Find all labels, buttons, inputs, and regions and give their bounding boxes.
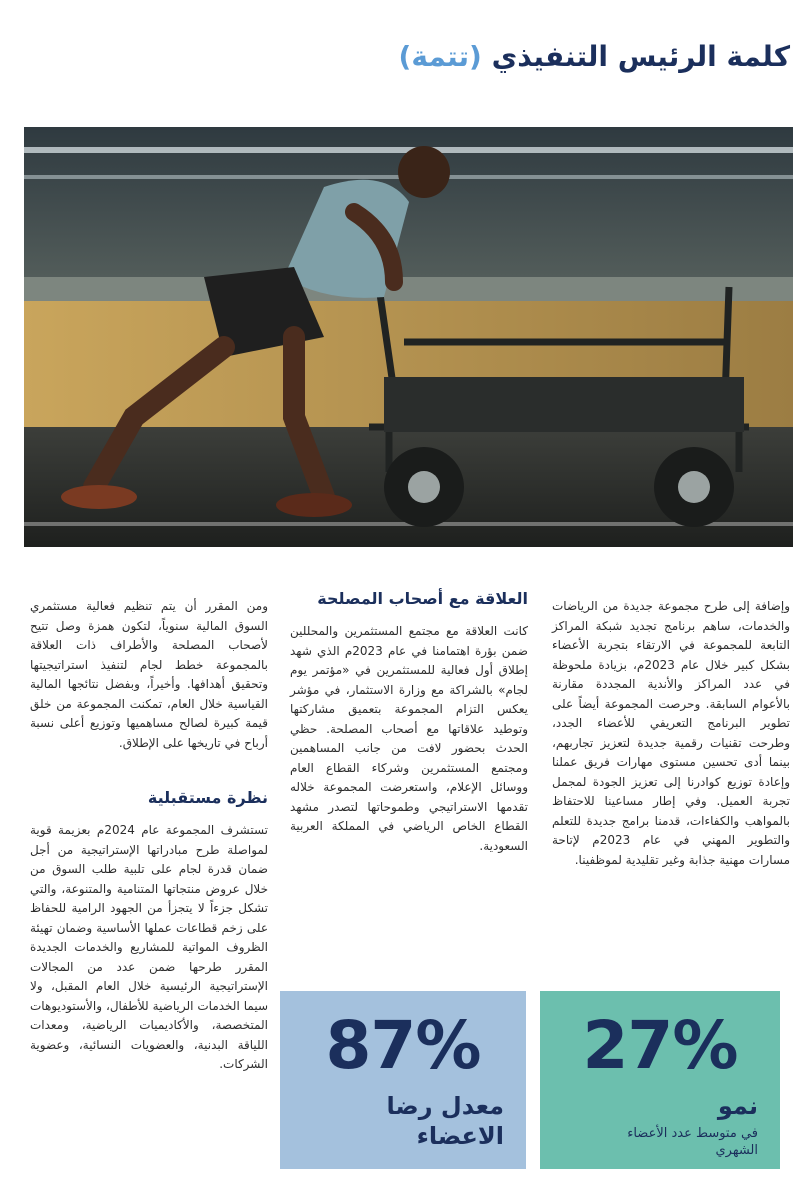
page-title [30, 40, 790, 73]
outlook-paragraph: تستشرف المجموعة عام 2024م بعزيمة قوية لمواصلة طرح مبادراتها الإستراتيجية من أجل ضمان قدرة لجام على تلبية طلب السوق من خلال عروض منتجاتها المتنامية والمتنوعة، والتي تشكل جزءاً لا يتجزأ من الجهود الرامية للحفاظ على زخم قطاعات عملها الأساسية وضمان تهيئة الظروف المواتية للمشاريع والخدمات الجديدة المقرر طرحها ضمن عدد من المجالات الإستراتيجية الرئيسية خلال العام المقبل، ولا سيما الخدمات الرياضية للأطفال، والأستوديوهات المتخصصة، والأكاديميات الرياضية، ومعدات اللياقة البدنية، والعضويات النسائية، وعضوية الشركات. [30, 823, 268, 1071]
photo-illustration [24, 127, 793, 547]
outlook-heading: نظرة مستقبلية [147, 788, 268, 807]
stat-value: 87% [325, 1007, 481, 1084]
page-title-main: كلمة الرئيس التنفيذي [491, 40, 790, 73]
stat-value: 27% [582, 1007, 738, 1084]
athlete-pushing-sled-photo [24, 127, 793, 547]
column-middle [290, 588, 528, 856]
stat-card-growth [540, 991, 780, 1169]
stakeholders-paragraph: كانت العلاقة مع مجتمع المستثمرين والمحللين ضمن بؤرة اهتمامنا في عام 2023م الذي شهد إطلاق أول فعالية للمستثمرين في «مؤتمر يوم لجام» بالشراكة مع وزارة الاستثمار، في مؤشر يعكس التزام المجموعة بتعميق مشاركتها وتوطيد علاقاتها مع أصحاب المصلحة. حظي الحدث بحضور لافت من جانب المساهمين ومجتمع المستثمرين وشركاء القطاع العام ووسائل الإعلام، واستعرضت المجموعة خلاله تقدمها الاستراتيجي وطموحاتها لتصدر مشهد القطاع الخاص الرياضي في المملكة العربية السعودية. [290, 624, 528, 853]
stat-sublabel: في متوسط عدد الأعضاء الشهري [627, 1126, 758, 1158]
column-left [30, 597, 268, 1075]
column-right [552, 597, 790, 870]
investors-paragraph: ومن المقرر أن يتم تنظيم فعالية مستثمري السوق المالية سنوياً، لتكون همزة وصل تتيح لأصحاب المصلحة والأطراف ذات العلاقة بالمجموعة خطط لجام لتنفيذ استراتيجيتها وتحقيق أهدافها. وأخيراً، وبفضل نتائجها المالية القياسية خلال العام، تمكنت المجموعة من خلق قيمة كبيرة لصالح مساهميها وتوزيع أعلى نسبة أرباح في تاريخها على الإطلاق. [30, 599, 268, 750]
page-title-suffix: (تتمة) [398, 40, 482, 73]
membership-paragraph: وإضافة إلى طرح مجموعة جديدة من الرياضات والخدمات، ساهم برنامج تجديد شبكة المراكز التابعة للمجموعة في الارتقاء بتجربة الأعضاء بشكل كبير خلال عام 2023م، بزيادة ملحوظة في عدد المراكز والأندية المجددة مقارنة بالأعوام السابقة. وحرصت المجموعة أيضاً على تطوير البرنامج التعريفي للأعضاء الجدد، وطرحت تقنيات رقمية جديدة لتعزيز تجاربهم، بينما أدى تحسين مستوى مهارات فريق عملنا وإعادة توزيع كوادرنا إلى تعزيز الجودة لمجمل تجربة العميل. وفي إطار مساعينا للاحتفاظ بالمواهب والكفاءات، قدمنا برامج جديدة للتعلم والتطوير المهني في عام 2023م لإتاحة مسارات مهنية جذابة وغير تقليدية لموظفينا. [552, 599, 791, 867]
stat-label: معدل رضا الاعضاء [386, 1092, 504, 1150]
stat-card-satisfaction [280, 991, 526, 1169]
stat-label: نمو [717, 1092, 758, 1120]
stakeholders-heading: العلاقة مع أصحاب المصلحة [317, 589, 528, 608]
